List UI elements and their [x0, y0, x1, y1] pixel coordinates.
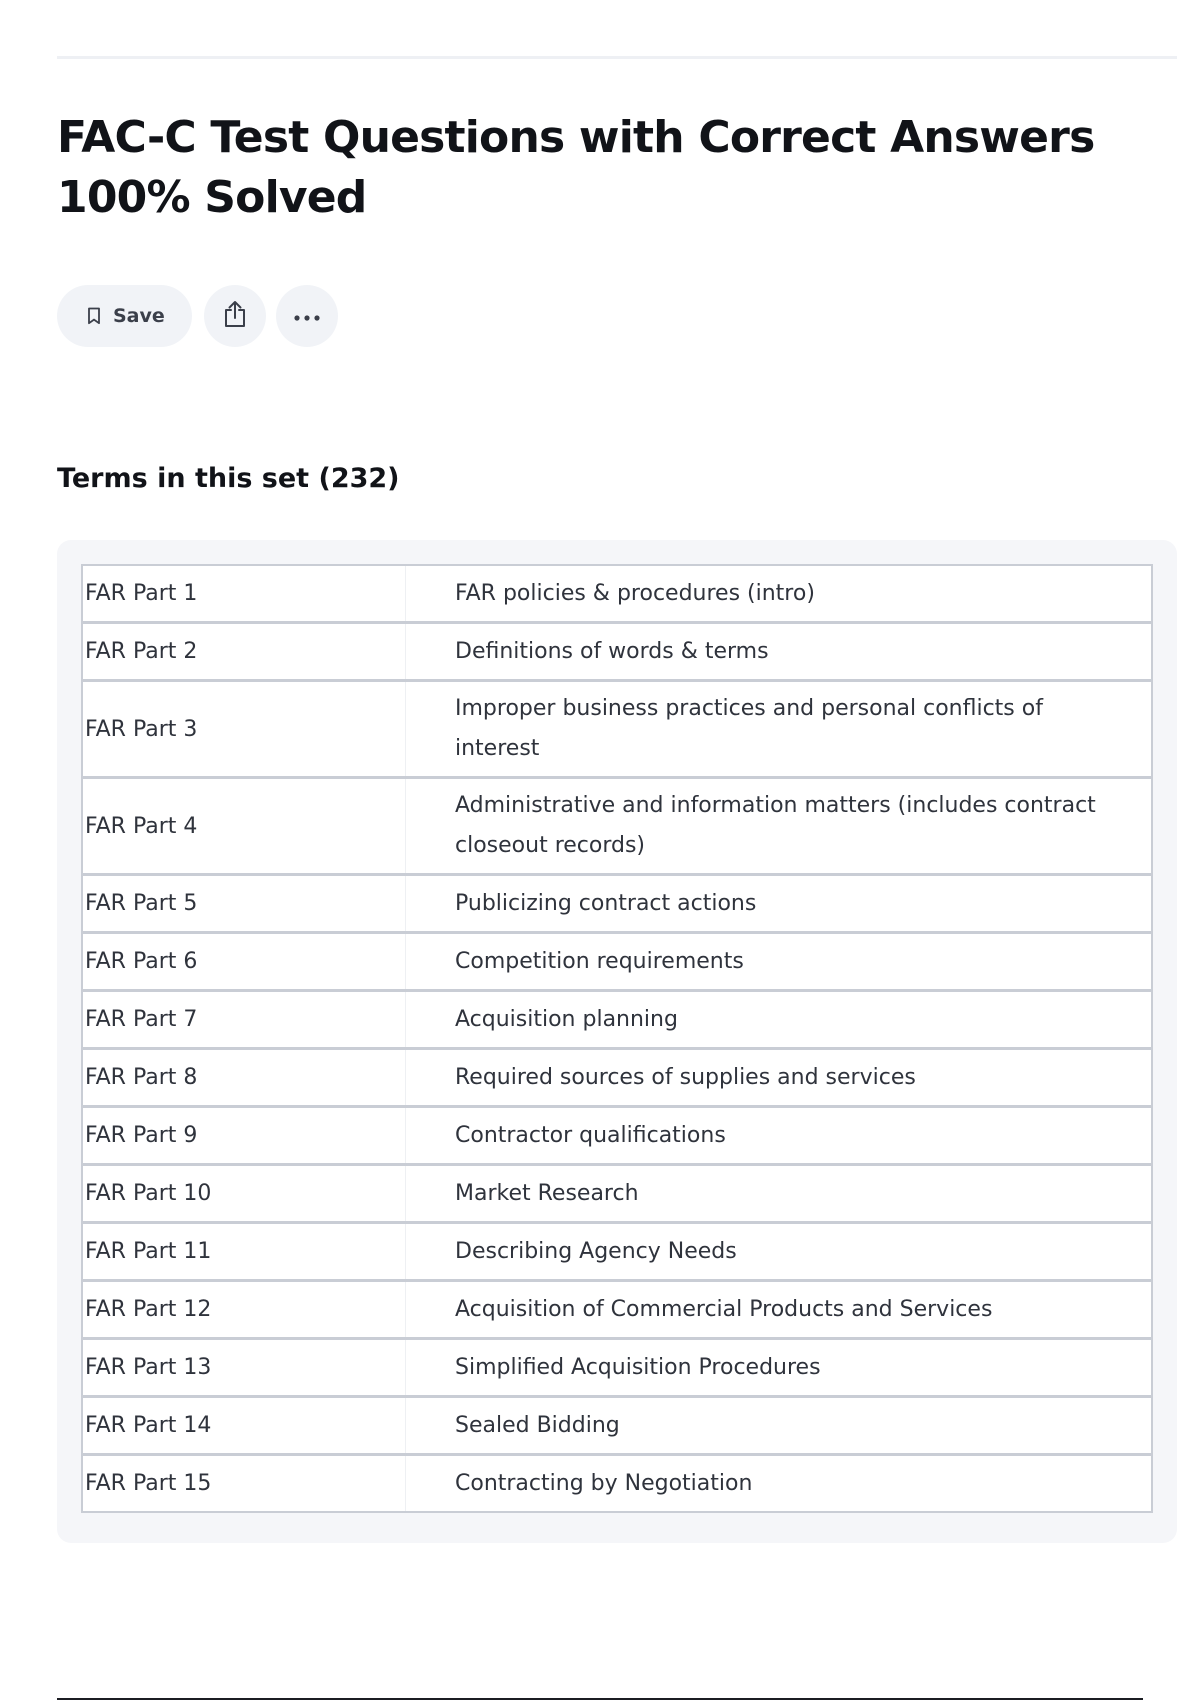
term-cell: FAR Part 2 — [82, 623, 406, 681]
term-cell: FAR Part 4 — [82, 778, 406, 875]
share-icon — [222, 299, 248, 333]
share-button[interactable] — [204, 285, 266, 347]
definition-cell: Competition requirements — [455, 948, 744, 974]
definition-cell: Definitions of words & terms — [455, 638, 769, 664]
table-row — [82, 1049, 1152, 1107]
term-cell: FAR Part 14 — [82, 1397, 406, 1455]
bookmark-icon — [87, 307, 101, 325]
table-row — [82, 1223, 1152, 1281]
action-bar — [57, 285, 338, 347]
definition-cell: Contractor qualifications — [455, 1122, 726, 1148]
table-row — [82, 1455, 1152, 1513]
table-row — [82, 933, 1152, 991]
definition-cell: Acquisition planning — [455, 1006, 678, 1032]
table-row — [82, 991, 1152, 1049]
definition-cell: Sealed Bidding — [455, 1412, 620, 1438]
definition-cell: Improper business practices and personal conflicts of interest — [455, 696, 1043, 761]
top-divider — [57, 56, 1177, 59]
term-cell: FAR Part 11 — [82, 1223, 406, 1281]
definition-cell: Acquisition of Commercial Products and Services — [455, 1296, 993, 1322]
table-row — [82, 681, 1152, 778]
term-cell: FAR Part 12 — [82, 1281, 406, 1339]
save-button-label: Save — [113, 305, 165, 327]
table-row — [82, 1107, 1152, 1165]
term-cell: FAR Part 9 — [82, 1107, 406, 1165]
more-options-button[interactable] — [276, 285, 338, 347]
page-title: FAC-C Test Questions with Correct Answers 100% Solved — [57, 112, 1095, 223]
save-button[interactable] — [57, 285, 192, 347]
term-cell: FAR Part 3 — [82, 681, 406, 778]
definition-cell: Publicizing contract actions — [455, 890, 757, 916]
table-row — [82, 565, 1152, 623]
table-row — [82, 875, 1152, 933]
term-cell: FAR Part 13 — [82, 1339, 406, 1397]
term-cell: FAR Part 1 — [82, 565, 406, 623]
more-options-icon — [293, 307, 321, 326]
term-cell: FAR Part 10 — [82, 1165, 406, 1223]
terms-table — [81, 564, 1153, 1513]
term-cell: FAR Part 5 — [82, 875, 406, 933]
table-row — [82, 1281, 1152, 1339]
definition-cell: Market Research — [455, 1180, 639, 1206]
table-row — [82, 1397, 1152, 1455]
term-cell: FAR Part 15 — [82, 1455, 406, 1513]
definition-cell: Administrative and information matters (includes contract closeout records) — [455, 793, 1096, 858]
definition-cell: FAR policies & procedures (intro) — [455, 580, 815, 606]
table-row — [82, 1165, 1152, 1223]
term-cell: FAR Part 8 — [82, 1049, 406, 1107]
table-row — [82, 1339, 1152, 1397]
table-row — [82, 623, 1152, 681]
terms-panel — [57, 540, 1177, 1543]
term-cell: FAR Part 7 — [82, 991, 406, 1049]
terms-heading: Terms in this set (232) — [57, 463, 400, 494]
term-cell: FAR Part 6 — [82, 933, 406, 991]
definition-cell: Simplified Acquisition Procedures — [455, 1354, 821, 1380]
table-row — [82, 778, 1152, 875]
definition-cell: Describing Agency Needs — [455, 1238, 737, 1264]
definition-cell: Required sources of supplies and services — [455, 1064, 916, 1090]
definition-cell: Contracting by Negotiation — [455, 1470, 753, 1496]
